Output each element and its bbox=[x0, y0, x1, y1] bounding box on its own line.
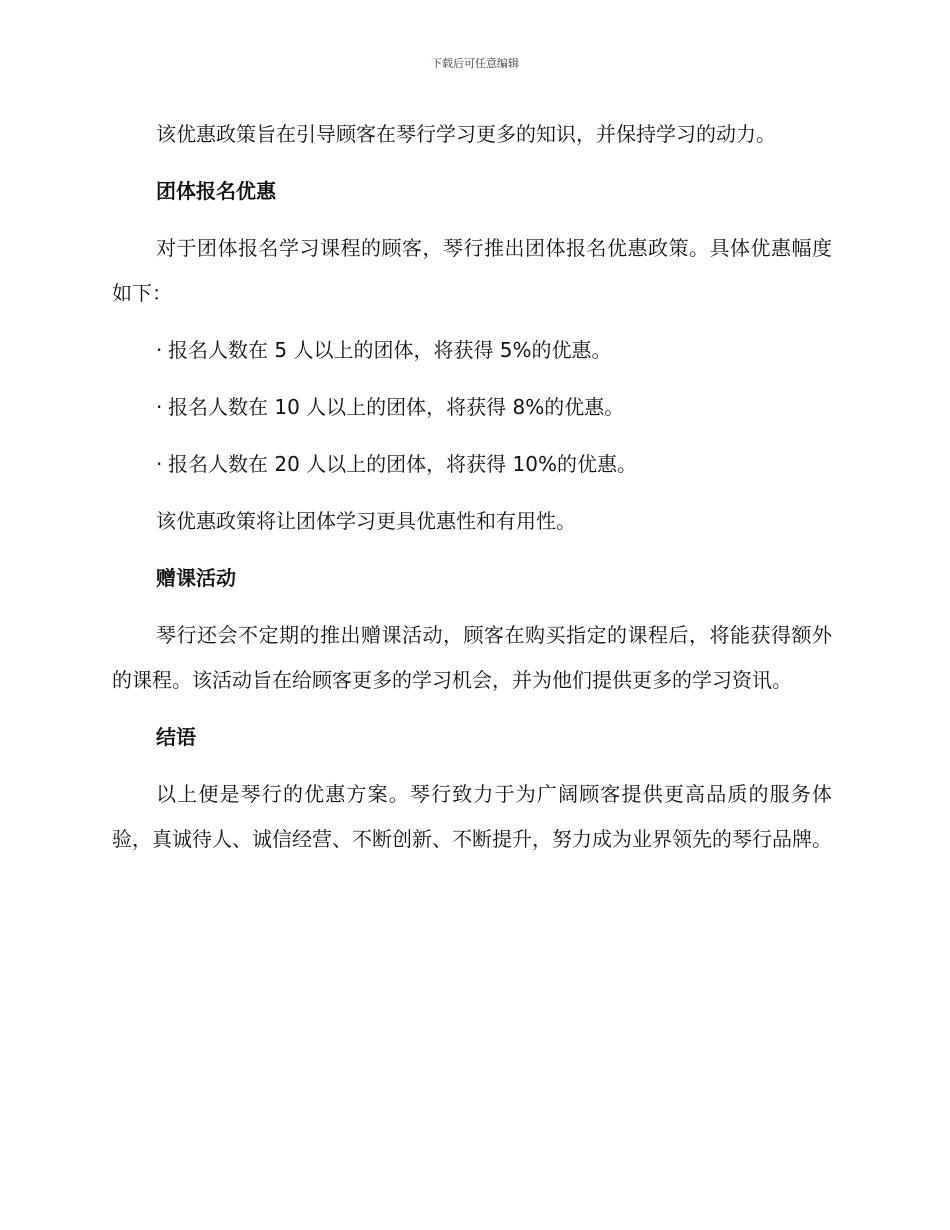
bullet-text: 报名人数在 20 人以上的团体，将获得 10%的优惠。 bbox=[168, 452, 637, 476]
paragraph-group-discount: 对于团体报名学习课程的顾客，琴行推出团体报名优惠政策。具体优惠幅度如下： bbox=[112, 236, 832, 305]
heading-group-discount: 团体报名优惠 bbox=[156, 179, 276, 203]
paragraph-intro-policy: 该优惠政策旨在引导顾客在琴行学习更多的知识，并保持学习的动力。 bbox=[156, 122, 776, 146]
bullet-dot: · bbox=[156, 452, 163, 476]
heading-gift-course: 赠课活动 bbox=[156, 566, 236, 590]
document-body bbox=[112, 112, 832, 874]
header-note: 下载后可任意编辑 bbox=[431, 57, 519, 70]
paragraph-group-summary: 该优惠政策将让团体学习更具优惠性和有用性。 bbox=[156, 509, 576, 533]
bullet-dot: · bbox=[156, 395, 163, 419]
bullet-item bbox=[112, 385, 832, 430]
paragraph-conclusion: 以上便是琴行的优惠方案。琴行致力于为广阔顾客提供更高品质的服务体验，真诚待人、诚信经营、不断创新、不断提升，努力成为业界领先的琴行品牌。 bbox=[112, 782, 832, 851]
bullet-text: 报名人数在 5 人以上的团体，将获得 5%的优惠。 bbox=[168, 338, 612, 362]
bullet-item bbox=[112, 328, 832, 373]
bullet-dot: · bbox=[156, 338, 163, 362]
heading-conclusion: 结语 bbox=[156, 725, 196, 749]
paragraph-gift-course: 琴行还会不定期的推出赠课活动，顾客在购买指定的课程后，将能获得额外的课程。该活动旨在给顾客更多的学习机会，并为他们提供更多的学习资讯。 bbox=[112, 623, 832, 692]
bullet-text: 报名人数在 10 人以上的团体，将获得 8%的优惠。 bbox=[168, 395, 625, 419]
bullet-item bbox=[112, 442, 832, 487]
